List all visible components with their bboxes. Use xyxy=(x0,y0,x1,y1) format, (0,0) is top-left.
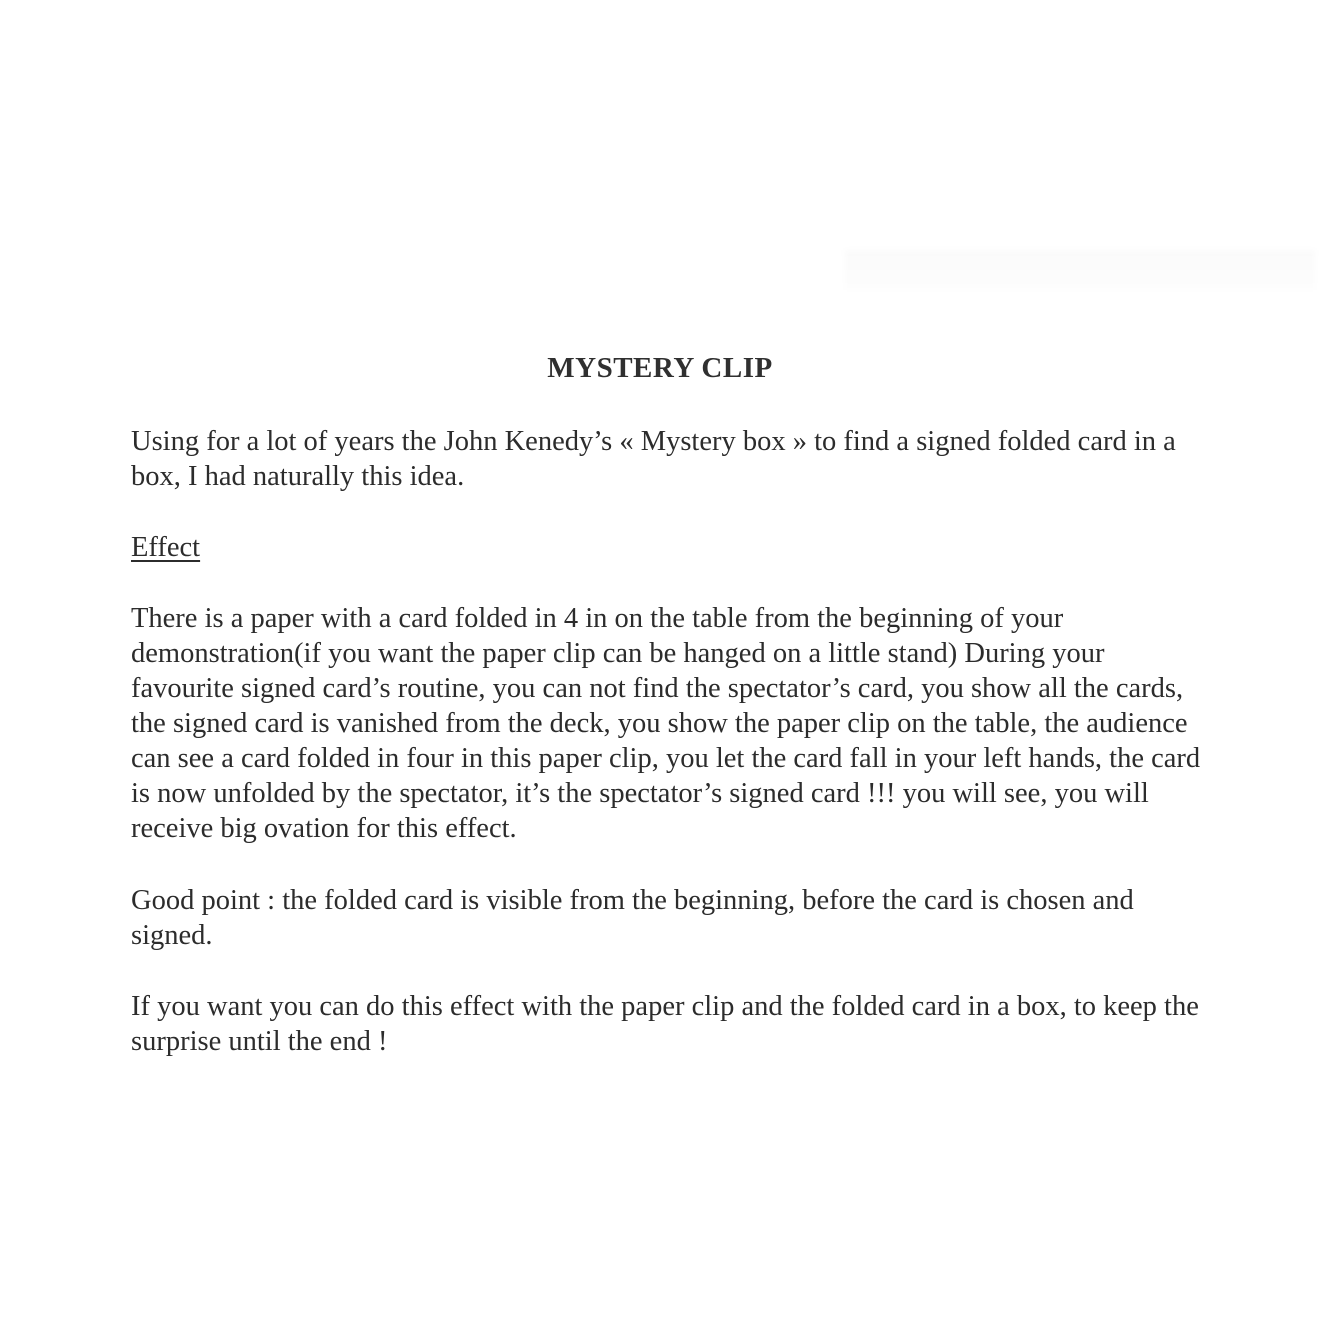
good-point-line: Good point : the folded card is visible from the beginning, before the card is chosen and xyxy=(131,885,1134,916)
good-point-line: signed. xyxy=(131,920,213,951)
scan-smudge xyxy=(845,250,1315,290)
intro-line: box, I had naturally this idea. xyxy=(131,461,465,492)
good-point-paragraph xyxy=(131,883,1134,953)
intro-paragraph xyxy=(131,424,1176,494)
closing-paragraph xyxy=(131,989,1199,1059)
intro-line: Using for a lot of years the John Kenedy’s « Mystery box » to find a signed folded card in a xyxy=(131,426,1176,457)
effect-line: is now unfolded by the spectator, it’s the spectator’s signed card !!! you will see, you will xyxy=(131,778,1149,809)
closing-line: surprise until the end ! xyxy=(131,1026,388,1057)
document-title: MYSTERY CLIP xyxy=(547,352,773,384)
effect-line: favourite signed card’s routine, you can not find the spectator’s card, you show all the cards, xyxy=(131,673,1184,704)
effect-line: demonstration(if you want the paper clip can be hanged on a little stand) During your xyxy=(131,638,1105,669)
closing-line: If you want you can do this effect with the paper clip and the folded card in a box, to keep the xyxy=(131,991,1199,1022)
effect-line: can see a card folded in four in this paper clip, you let the card fall in your left hands, the card xyxy=(131,743,1201,774)
effect-line: the signed card is vanished from the deck, you show the paper clip on the table, the audience xyxy=(131,708,1188,739)
effect-paragraph xyxy=(131,601,1200,846)
effect-line: There is a paper with a card folded in 4 in on the table from the beginning of your xyxy=(131,603,1064,634)
effect-line: receive big ovation for this effect. xyxy=(131,813,517,844)
section-heading-effect: Effect xyxy=(131,532,201,563)
